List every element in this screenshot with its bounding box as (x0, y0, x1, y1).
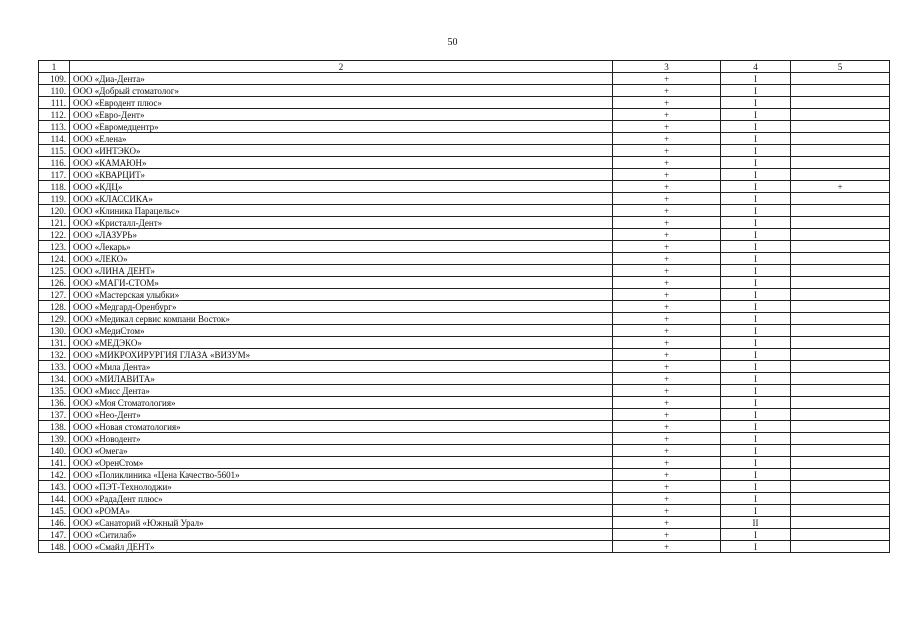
table-row (39, 265, 890, 277)
column-4-mark: I (721, 205, 791, 217)
column-4-mark: I (721, 157, 791, 169)
column-3-mark: + (613, 277, 721, 289)
column-3-mark: + (613, 337, 721, 349)
organization-name: ООО «Лекарь» (70, 241, 613, 253)
table-row (39, 517, 890, 529)
column-header-2: 2 (70, 61, 613, 73)
row-number: 130. (39, 325, 70, 337)
row-number: 137. (39, 409, 70, 421)
column-5-mark (791, 397, 890, 409)
row-number: 111. (39, 97, 70, 109)
row-number: 112. (39, 109, 70, 121)
column-3-mark: + (613, 361, 721, 373)
table-row (39, 529, 890, 541)
column-4-mark: I (721, 541, 791, 553)
column-4-mark: I (721, 97, 791, 109)
column-3-mark: + (613, 157, 721, 169)
table-row (39, 181, 890, 193)
column-3-mark: + (613, 433, 721, 445)
column-3-mark: + (613, 541, 721, 553)
table-row (39, 157, 890, 169)
row-number: 132. (39, 349, 70, 361)
column-4-mark: I (721, 73, 791, 85)
table-row (39, 97, 890, 109)
organization-name: ООО «Медикал сервис компани Восток» (70, 313, 613, 325)
row-number: 142. (39, 469, 70, 481)
column-5-mark (791, 361, 890, 373)
row-number: 139. (39, 433, 70, 445)
table-header-row (39, 61, 890, 73)
column-4-mark: I (721, 229, 791, 241)
column-4-mark: I (721, 265, 791, 277)
column-4-mark: I (721, 301, 791, 313)
organization-name: ООО «МЕДЭКО» (70, 337, 613, 349)
column-5-mark (791, 481, 890, 493)
column-4-mark: I (721, 469, 791, 481)
column-3-mark: + (613, 385, 721, 397)
organization-name: ООО «РадаДент плюс» (70, 493, 613, 505)
table-row (39, 481, 890, 493)
row-number: 143. (39, 481, 70, 493)
organization-name: ООО «МИЛАВИТА» (70, 373, 613, 385)
column-4-mark: I (721, 169, 791, 181)
column-3-mark: + (613, 181, 721, 193)
column-4-mark: I (721, 385, 791, 397)
column-header-1: 1 (39, 61, 70, 73)
column-4-mark: I (721, 529, 791, 541)
column-4-mark: I (721, 421, 791, 433)
column-5-mark (791, 325, 890, 337)
table-row (39, 433, 890, 445)
organization-name: ООО «ОренСтом» (70, 457, 613, 469)
row-number: 127. (39, 289, 70, 301)
column-3-mark: + (613, 421, 721, 433)
row-number: 122. (39, 229, 70, 241)
organization-name: ООО «МИКРОХИРУРГИЯ ГЛАЗА «ВИЗУМ» (70, 349, 613, 361)
column-header-4: 4 (721, 61, 791, 73)
row-number: 125. (39, 265, 70, 277)
table-row (39, 349, 890, 361)
column-3-mark: + (613, 121, 721, 133)
column-3-mark: + (613, 193, 721, 205)
organization-name: ООО «ЛАЗУРЬ» (70, 229, 613, 241)
column-4-mark: I (721, 493, 791, 505)
column-header-5: 5 (791, 61, 890, 73)
column-5-mark (791, 277, 890, 289)
column-4-mark: I (721, 145, 791, 157)
column-5-mark (791, 469, 890, 481)
column-5-mark (791, 313, 890, 325)
column-3-mark: + (613, 373, 721, 385)
table-row (39, 421, 890, 433)
column-5-mark (791, 253, 890, 265)
table-row (39, 277, 890, 289)
organization-name: ООО «МАГИ-СТОМ» (70, 277, 613, 289)
organization-name: ООО «ЛЕКО» (70, 253, 613, 265)
column-5-mark (791, 445, 890, 457)
column-4-mark: I (721, 109, 791, 121)
column-4-mark: I (721, 217, 791, 229)
table-row (39, 169, 890, 181)
column-3-mark: + (613, 145, 721, 157)
organization-name: ООО «Ситилаб» (70, 529, 613, 541)
column-5-mark (791, 337, 890, 349)
organization-name: ООО «Новая стоматология» (70, 421, 613, 433)
column-4-mark: I (721, 337, 791, 349)
column-4-mark: I (721, 277, 791, 289)
organization-name: ООО «Смайл ДЕНТ» (70, 541, 613, 553)
column-5-mark (791, 385, 890, 397)
row-number: 113. (39, 121, 70, 133)
column-5-mark (791, 121, 890, 133)
column-5-mark: + (791, 181, 890, 193)
column-3-mark: + (613, 85, 721, 97)
column-3-mark: + (613, 409, 721, 421)
column-4-mark: I (721, 361, 791, 373)
organization-name: ООО «РОМА» (70, 505, 613, 517)
table-row (39, 205, 890, 217)
table-row (39, 73, 890, 85)
column-4-mark: I (721, 133, 791, 145)
organization-name: ООО «ПЭТ-Технолоджи» (70, 481, 613, 493)
column-5-mark (791, 529, 890, 541)
column-4-mark: I (721, 313, 791, 325)
row-number: 131. (39, 337, 70, 349)
column-5-mark (791, 505, 890, 517)
column-3-mark: + (613, 169, 721, 181)
column-5-mark (791, 205, 890, 217)
table-row (39, 253, 890, 265)
column-3-mark: + (613, 313, 721, 325)
organization-name: ООО «Поликлиника «Цена Качество-5601» (70, 469, 613, 481)
table-row (39, 289, 890, 301)
column-4-mark: I (721, 85, 791, 97)
column-5-mark (791, 73, 890, 85)
column-5-mark (791, 241, 890, 253)
column-3-mark: + (613, 241, 721, 253)
column-3-mark: + (613, 109, 721, 121)
row-number: 123. (39, 241, 70, 253)
organizations-table (38, 60, 890, 553)
table-row (39, 241, 890, 253)
row-number: 133. (39, 361, 70, 373)
row-number: 146. (39, 517, 70, 529)
column-4-mark: I (721, 397, 791, 409)
table-row (39, 121, 890, 133)
row-number: 128. (39, 301, 70, 313)
column-3-mark: + (613, 73, 721, 85)
column-4-mark: I (721, 241, 791, 253)
column-3-mark: + (613, 529, 721, 541)
row-number: 134. (39, 373, 70, 385)
column-5-mark (791, 133, 890, 145)
column-3-mark: + (613, 493, 721, 505)
row-number: 121. (39, 217, 70, 229)
column-3-mark: + (613, 325, 721, 337)
row-number: 109. (39, 73, 70, 85)
column-4-mark: I (721, 373, 791, 385)
column-5-mark (791, 541, 890, 553)
table-row (39, 373, 890, 385)
column-3-mark: + (613, 397, 721, 409)
column-4-mark: I (721, 193, 791, 205)
organization-name: ООО «Диа-Дента» (70, 73, 613, 85)
column-5-mark (791, 109, 890, 121)
row-number: 116. (39, 157, 70, 169)
column-5-mark (791, 517, 890, 529)
organization-name: ООО «Добрый стоматолог» (70, 85, 613, 97)
organization-name: ООО «Мисс Дента» (70, 385, 613, 397)
row-number: 144. (39, 493, 70, 505)
row-number: 119. (39, 193, 70, 205)
page-number: 50 (447, 37, 458, 48)
table-row (39, 85, 890, 97)
column-3-mark: + (613, 289, 721, 301)
column-5-mark (791, 289, 890, 301)
table-row (39, 493, 890, 505)
table-row (39, 505, 890, 517)
organization-name: ООО «МедиСтом» (70, 325, 613, 337)
column-5-mark (791, 169, 890, 181)
table-row (39, 325, 890, 337)
column-4-mark: I (721, 433, 791, 445)
column-5-mark (791, 373, 890, 385)
column-3-mark: + (613, 205, 721, 217)
row-number: 138. (39, 421, 70, 433)
row-number: 129. (39, 313, 70, 325)
table-row (39, 229, 890, 241)
organization-name: ООО «Елена» (70, 133, 613, 145)
column-3-mark: + (613, 457, 721, 469)
table-row (39, 445, 890, 457)
organization-name: ООО «Евромедцентр» (70, 121, 613, 133)
row-number: 140. (39, 445, 70, 457)
organization-name: ООО «Моя Стоматология» (70, 397, 613, 409)
table-row (39, 385, 890, 397)
table-row (39, 145, 890, 157)
organization-name: ООО «КВАРЦИТ» (70, 169, 613, 181)
column-3-mark: + (613, 517, 721, 529)
column-4-mark: I (721, 445, 791, 457)
organization-name: ООО «КАМАЮН» (70, 157, 613, 169)
table-row (39, 397, 890, 409)
organization-name: ООО «Омега» (70, 445, 613, 457)
row-number: 120. (39, 205, 70, 217)
row-number: 124. (39, 253, 70, 265)
column-3-mark: + (613, 229, 721, 241)
organization-name: ООО «Санаторий «Южный Урал» (70, 517, 613, 529)
row-number: 135. (39, 385, 70, 397)
table-body (39, 73, 890, 553)
table-row (39, 469, 890, 481)
table-row (39, 301, 890, 313)
column-3-mark: + (613, 217, 721, 229)
column-5-mark (791, 409, 890, 421)
table-row (39, 361, 890, 373)
column-5-mark (791, 349, 890, 361)
row-number: 141. (39, 457, 70, 469)
column-4-mark: I (721, 289, 791, 301)
row-number: 145. (39, 505, 70, 517)
column-4-mark: I (721, 121, 791, 133)
column-5-mark (791, 265, 890, 277)
row-number: 118. (39, 181, 70, 193)
column-5-mark (791, 433, 890, 445)
row-number: 147. (39, 529, 70, 541)
row-number: 115. (39, 145, 70, 157)
row-number: 126. (39, 277, 70, 289)
column-5-mark (791, 193, 890, 205)
column-4-mark: II (721, 517, 791, 529)
table-row (39, 337, 890, 349)
column-header-3: 3 (613, 61, 721, 73)
column-3-mark: + (613, 481, 721, 493)
column-5-mark (791, 301, 890, 313)
organization-name: ООО «Мила Дента» (70, 361, 613, 373)
column-3-mark: + (613, 133, 721, 145)
column-3-mark: + (613, 445, 721, 457)
table-row (39, 109, 890, 121)
organization-name: ООО «Нео-Дент» (70, 409, 613, 421)
column-5-mark (791, 457, 890, 469)
column-5-mark (791, 157, 890, 169)
organization-name: ООО «Евро-Дент» (70, 109, 613, 121)
table-row (39, 217, 890, 229)
table-row (39, 193, 890, 205)
row-number: 148. (39, 541, 70, 553)
column-4-mark: I (721, 457, 791, 469)
column-3-mark: + (613, 301, 721, 313)
organization-name: ООО «КДЦ» (70, 181, 613, 193)
organization-name: ООО «Новодент» (70, 433, 613, 445)
column-3-mark: + (613, 253, 721, 265)
column-3-mark: + (613, 505, 721, 517)
column-4-mark: I (721, 325, 791, 337)
column-4-mark: I (721, 505, 791, 517)
table-row (39, 133, 890, 145)
column-4-mark: I (721, 349, 791, 361)
organization-name: ООО «ЛИНА ДЕНТ» (70, 265, 613, 277)
column-5-mark (791, 421, 890, 433)
column-4-mark: I (721, 481, 791, 493)
row-number: 110. (39, 85, 70, 97)
column-3-mark: + (613, 349, 721, 361)
table-row (39, 457, 890, 469)
table-row (39, 313, 890, 325)
column-5-mark (791, 229, 890, 241)
column-5-mark (791, 97, 890, 109)
column-5-mark (791, 493, 890, 505)
column-4-mark: I (721, 409, 791, 421)
column-4-mark: I (721, 181, 791, 193)
column-3-mark: + (613, 265, 721, 277)
organization-name: ООО «Медгард-Оренбург» (70, 301, 613, 313)
organization-name: ООО «КЛАССИКА» (70, 193, 613, 205)
organization-name: ООО «Мастерская улыбки» (70, 289, 613, 301)
organization-name: ООО «Кристалл-Дент» (70, 217, 613, 229)
column-5-mark (791, 145, 890, 157)
organization-name: ООО «Клиника Парацельс» (70, 205, 613, 217)
column-5-mark (791, 85, 890, 97)
organization-name: ООО «ИНТЭКО» (70, 145, 613, 157)
row-number: 136. (39, 397, 70, 409)
column-5-mark (791, 217, 890, 229)
column-4-mark: I (721, 253, 791, 265)
column-3-mark: + (613, 469, 721, 481)
table-row (39, 409, 890, 421)
column-3-mark: + (613, 97, 721, 109)
organization-name: ООО «Евродент плюс» (70, 97, 613, 109)
row-number: 117. (39, 169, 70, 181)
row-number: 114. (39, 133, 70, 145)
table-row (39, 541, 890, 553)
